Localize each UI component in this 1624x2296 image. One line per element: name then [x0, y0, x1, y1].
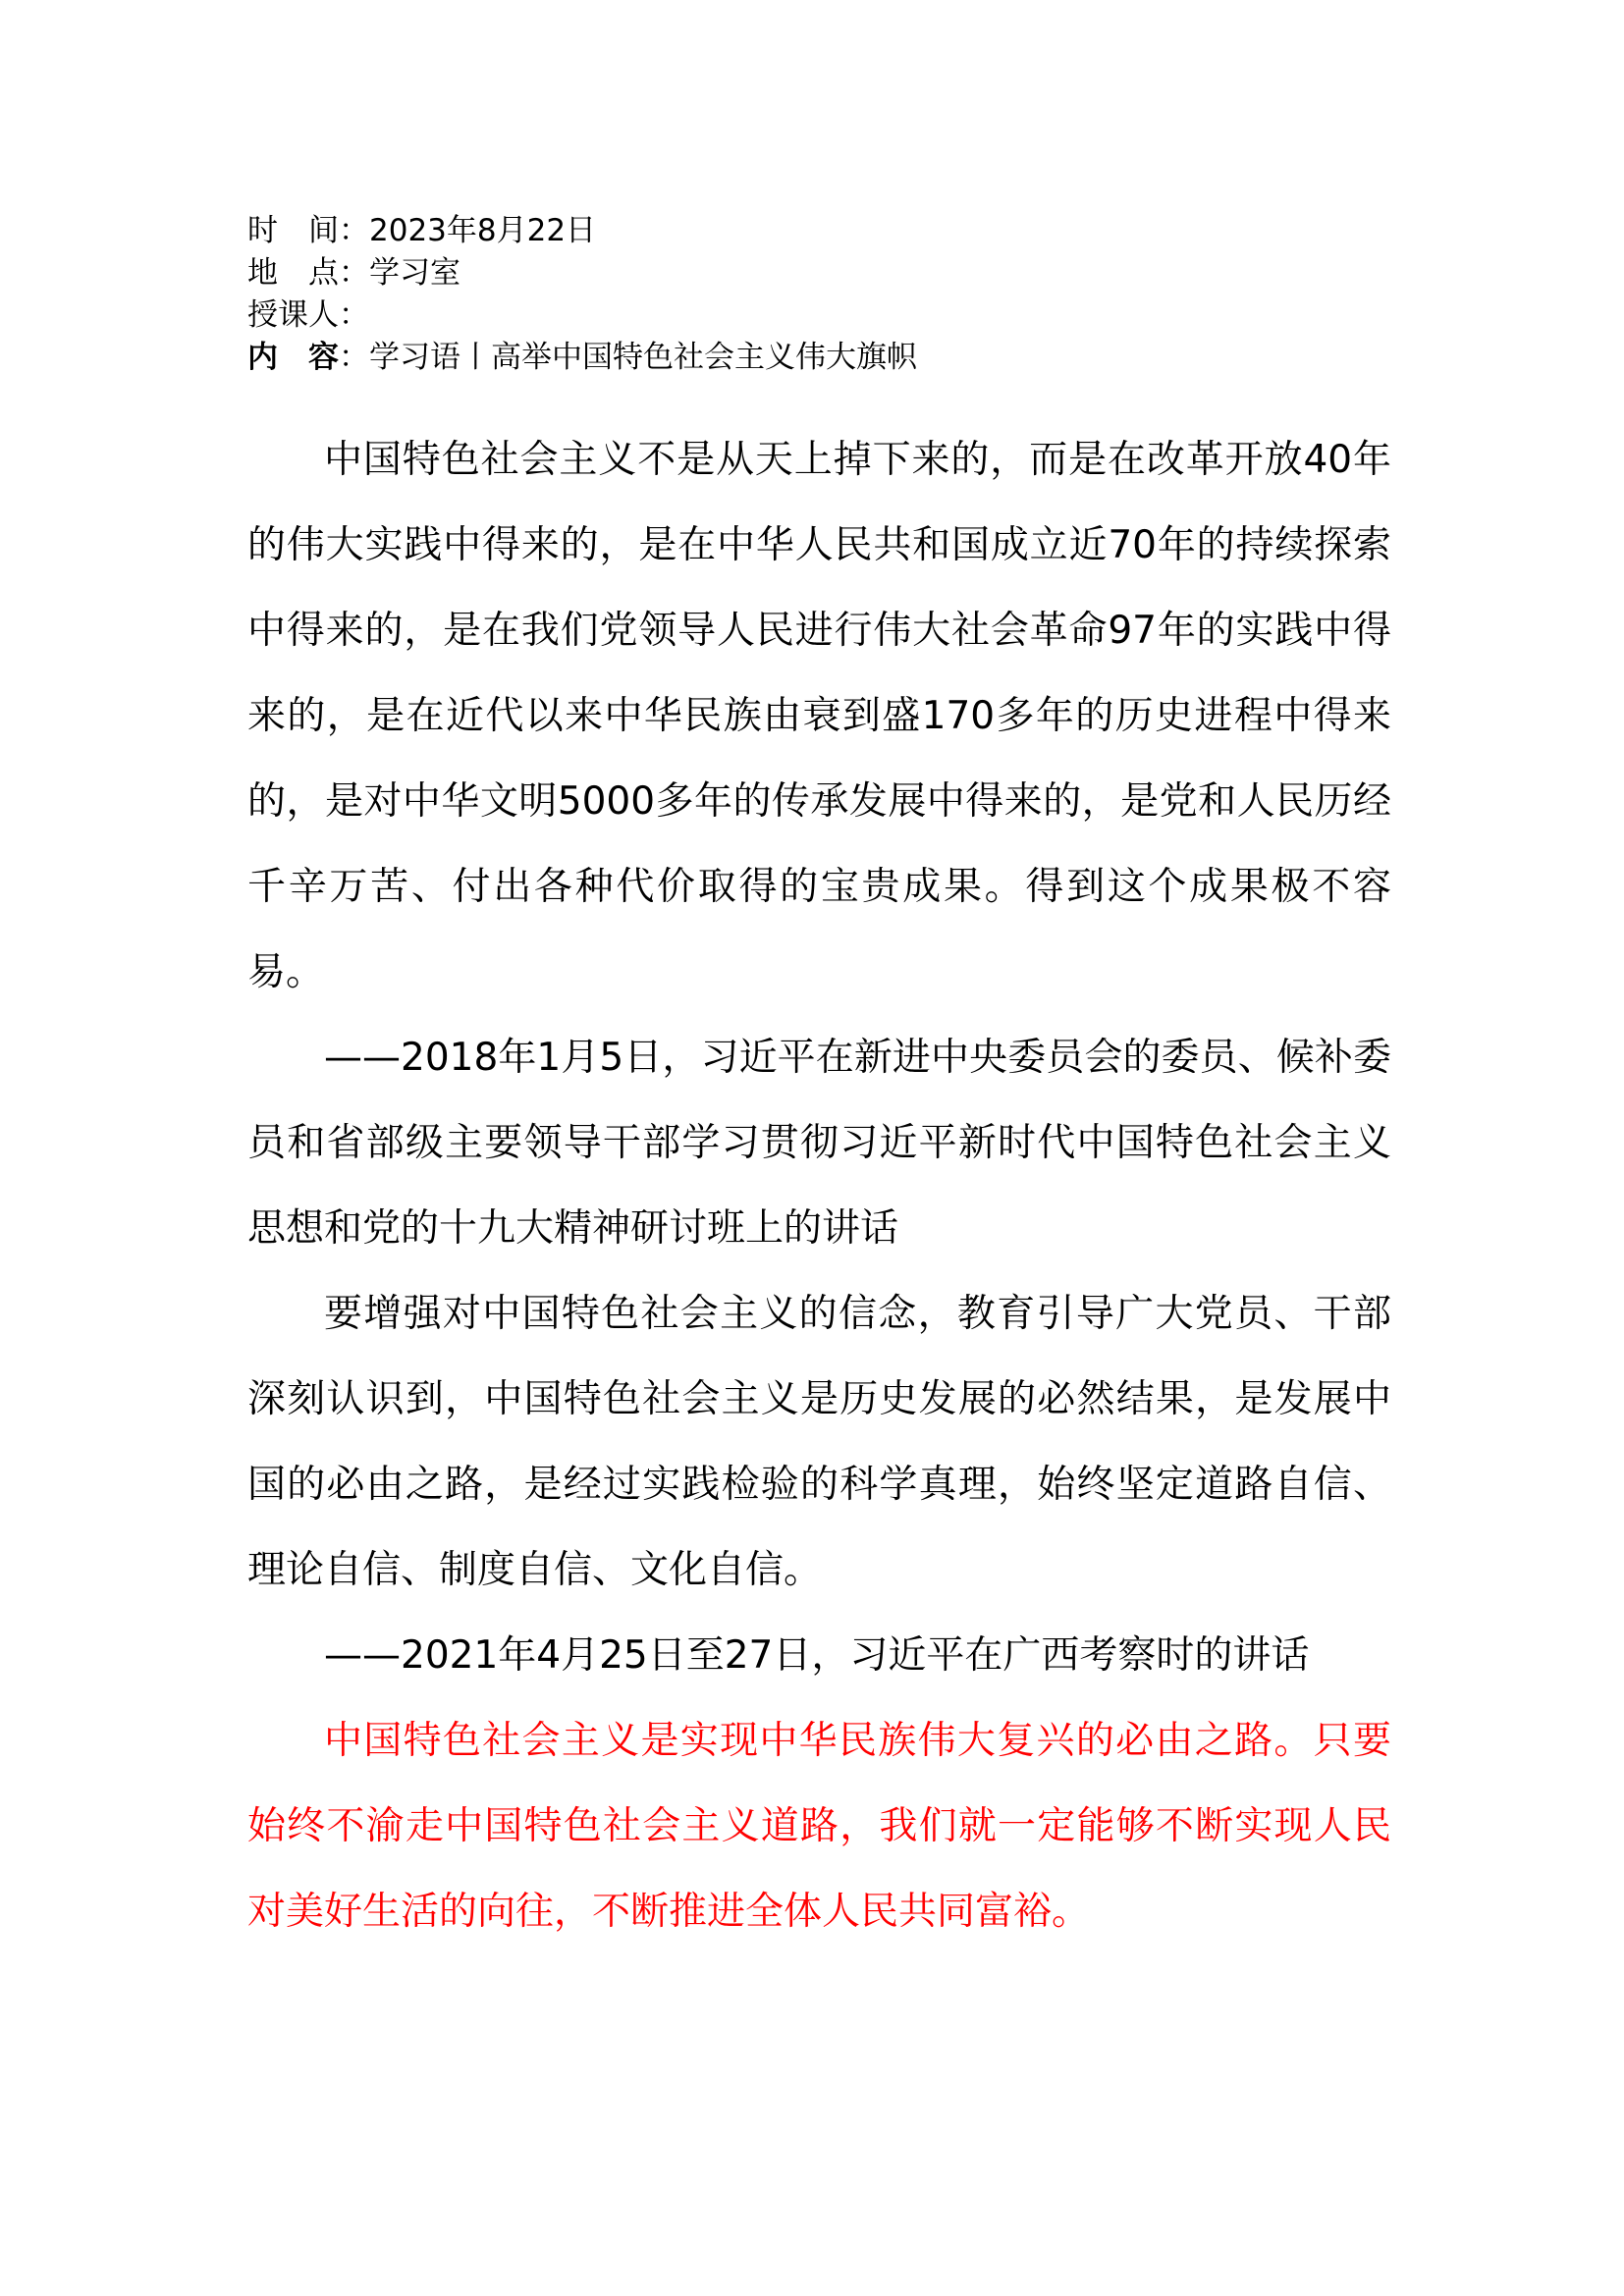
quote-source: ——2021年4月25日至27日，习近平在广西考察时的讲话 — [324, 1633, 1310, 1678]
time-value: 2023年8月22日 — [369, 213, 597, 248]
place-line — [247, 252, 1386, 294]
content-line — [247, 337, 1386, 379]
body-paragraph: 中国特色社会主义不是从天上掉下来的，而是在改革开放40年的伟大实践中得来的，是在中华人民共和国成立近70年的持续探索中得来的，是在我们党领导人民进行伟大社会革命97年的实践中得来的，是在近代以来中华民族由衰到盛170多年的历史进程中得来的，是对中华文明5000多年的传承发展中得来的，是党和人民历经千辛万苦、付出各种代价取得的宝贵成果。得到这个成果极不容易。 — [247, 438, 1391, 994]
content-colon: ： — [339, 340, 369, 375]
lecturer-label: 授课人： — [247, 297, 369, 333]
lecturer-line — [247, 294, 1386, 337]
highlighted-paragraph: 中国特色社会主义是实现中华民族伟大复兴的必由之路。只要始终不渝走中国特色社会主义道路，我们就一定能够不断实现人民对美好生活的向往，不断推进全体人民共同富裕。 — [247, 1719, 1391, 1934]
lesson-header — [247, 210, 1386, 379]
content-label: 内 容 — [247, 340, 339, 375]
place-label: 地 点： — [247, 255, 369, 291]
place-value: 学习室 — [369, 255, 460, 291]
body-paragraph: 要增强对中国特色社会主义的信念，教育引导广大党员、干部深刻认识到，中国特色社会主义是历史发展的必然结果，是发展中国的必由之路，是经过实践检验的科学真理，始终坚定道路自信、理论自信、制度自信、文化自信。 — [247, 1292, 1391, 1592]
time-line — [247, 210, 1386, 252]
content-value: 学习语丨高举中国特色社会主义伟大旗帜 — [369, 340, 917, 375]
document-body — [247, 417, 1391, 1954]
time-label: 时 间： — [247, 213, 369, 248]
quote-source: ——2018年1月5日，习近平在新进中央委员会的委员、候补委员和省部级主要领导干部学习贯彻习近平新时代中国特色社会主义思想和党的十九大精神研讨班上的讲话 — [247, 1036, 1391, 1251]
